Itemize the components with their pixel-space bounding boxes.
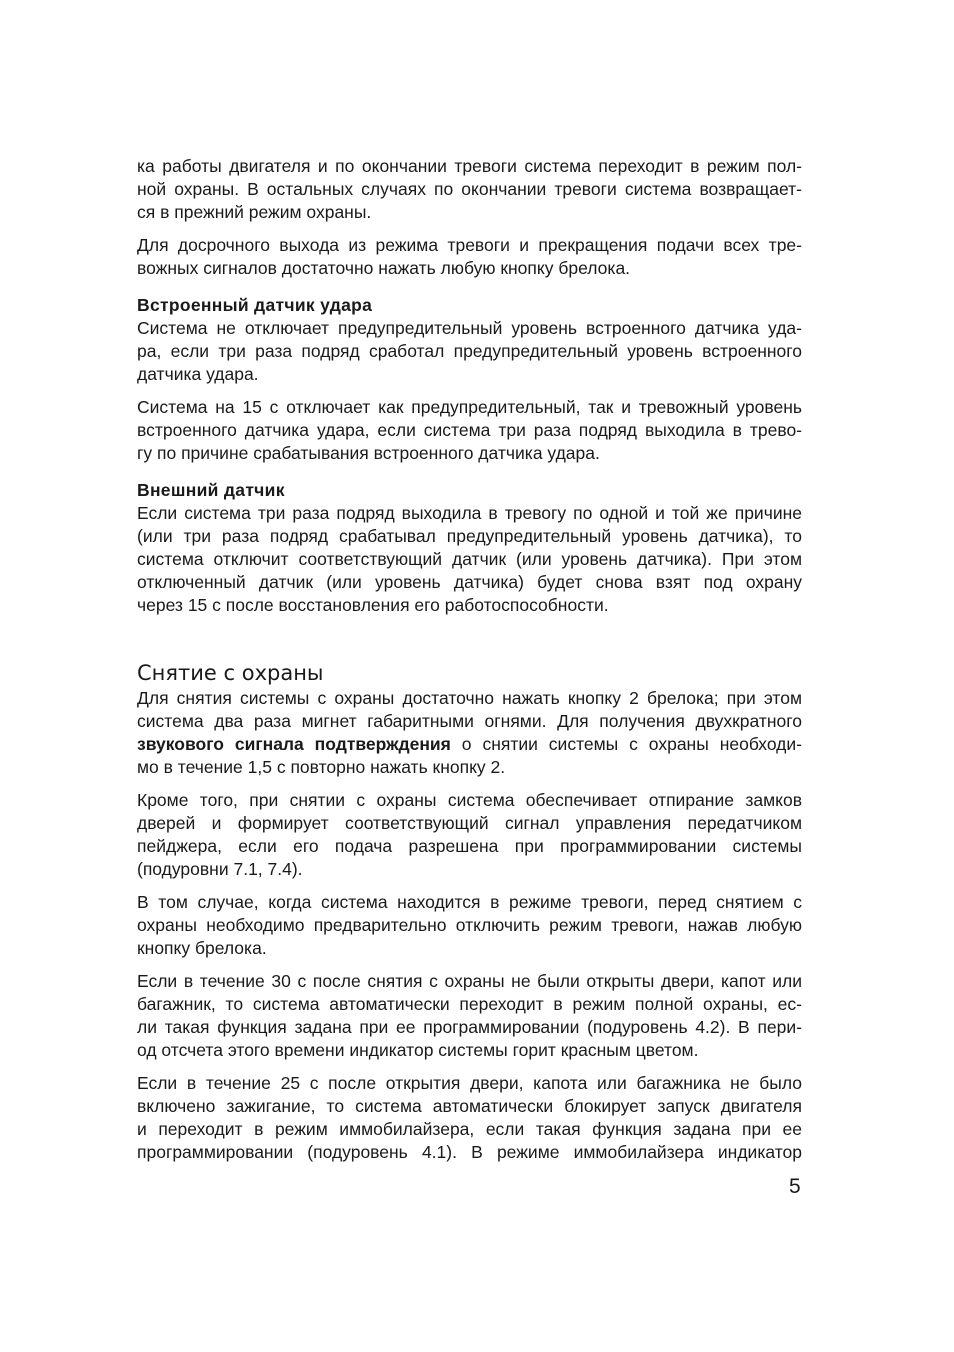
text-line: мо в течение 1,5 с повторно нажать кнопку 2. bbox=[137, 757, 506, 777]
page-content bbox=[137, 155, 802, 1174]
intro-paragraph-1 bbox=[137, 155, 802, 224]
text-line: Система на 15 с отключает как предупредительный, так и тревожный уровень bbox=[137, 397, 802, 417]
text-line: и переходит в режим иммобилайзера, если такая функция задана при ее bbox=[137, 1119, 802, 1139]
text-line: кнопку брелока. bbox=[137, 938, 267, 958]
disarm-paragraph-2 bbox=[137, 789, 802, 881]
text-line: система отключит соответствующий датчик (или уровень датчика). При этом bbox=[137, 549, 802, 569]
disarm-paragraph-4 bbox=[137, 970, 802, 1062]
text-line: пейджера, если его подача разрешена при программировании системы bbox=[137, 836, 802, 856]
text-line: дверей и формирует соответствующий сигнал управления передатчиком bbox=[137, 813, 802, 833]
text-line: од отсчета этого времени индикатор системы горит красным цветом. bbox=[137, 1040, 699, 1060]
disarm-paragraph-5 bbox=[137, 1072, 802, 1164]
text-line: гу по причине срабатывания встроенного датчика удара. bbox=[137, 443, 600, 463]
intro-paragraph-2 bbox=[137, 234, 802, 280]
text-line bbox=[137, 733, 802, 756]
disarm-section-title: Снятие с охраны bbox=[137, 661, 324, 685]
text-line: ной охраны. В остальных случаях по окончании тревоги система возвращает- bbox=[137, 179, 802, 199]
text-line: Если в течение 30 с после снятия с охраны не были открыты двери, капот или bbox=[137, 971, 802, 991]
external-sensor-paragraph-1 bbox=[137, 502, 802, 617]
text-line: В том случае, когда система находится в режиме тревоги, перед снятием с bbox=[137, 892, 802, 912]
disarm-paragraph-1 bbox=[137, 687, 802, 779]
text-line: охраны необходимо предварительно отключить режим тревоги, нажав любую bbox=[137, 915, 802, 935]
text-line: Если система три раза подряд выходила в тревогу по одной и той же причине bbox=[137, 503, 802, 523]
text-line: включено зажигание, то система автоматически блокирует запуск двигателя bbox=[137, 1096, 802, 1116]
text-line: ся в прежний режим охраны. bbox=[137, 202, 372, 222]
text-line: ра, если три раза подряд сработал предупредительный уровень встроенного bbox=[137, 341, 802, 361]
text-line: программировании (подуровень 4.1). В режиме иммобилайзера индикатор bbox=[137, 1142, 802, 1162]
text-line: ли такая функция задана при ее программировании (подуровень 4.2). В пери- bbox=[137, 1017, 802, 1037]
shock-sensor-heading: Встроенный датчик удара bbox=[137, 295, 373, 315]
bold-phrase: звукового сигнала подтверждения bbox=[137, 734, 451, 754]
text-line: через 15 с после восстановления его работоспособности. bbox=[137, 595, 609, 615]
disarm-paragraph-3 bbox=[137, 891, 802, 960]
text-line: отключенный датчик (или уровень датчика) будет снова взят под охрану bbox=[137, 572, 802, 592]
text-line: ка работы двигателя и по окончании тревоги система переходит в режим пол- bbox=[137, 156, 802, 176]
text-line: Система не отключает предупредительный уровень встроенного датчика уда- bbox=[137, 318, 802, 338]
text-line: Для снятия системы с охраны достаточно нажать кнопку 2 брелока; при этом bbox=[137, 688, 802, 708]
shock-sensor-paragraph-2 bbox=[137, 396, 802, 465]
text-line: Если в течение 25 с после открытия двери, капота или багажника не было bbox=[137, 1073, 802, 1093]
text-line: Кроме того, при снятии с охраны система обеспечивает отпирание замков bbox=[137, 790, 802, 810]
text-fragment: о снятии системы с охраны необходи- bbox=[450, 734, 802, 754]
external-sensor-heading: Внешний датчик bbox=[137, 480, 285, 500]
text-line: система два раза мигнет габаритными огнями. Для получения двухкратного bbox=[137, 711, 802, 731]
text-line: датчика удара. bbox=[137, 364, 259, 384]
text-line: (или три раза подряд срабатывал предупредительный уровень датчика), то bbox=[137, 526, 802, 546]
shock-sensor-paragraph-1 bbox=[137, 317, 802, 386]
text-line: багажник, то система автоматически переходит в режим полной охраны, ес- bbox=[137, 994, 802, 1014]
text-line: (подуровни 7.1, 7.4). bbox=[137, 859, 303, 879]
page-number: 5 bbox=[789, 1175, 801, 1198]
text-line: Для досрочного выхода из режима тревоги и прекращения подачи всех тре- bbox=[137, 235, 802, 255]
text-line: вожных сигналов достаточно нажать любую кнопку брелока. bbox=[137, 258, 631, 278]
text-line: встроенного датчика удара, если система три раза подряд выходила в трево- bbox=[137, 420, 802, 440]
